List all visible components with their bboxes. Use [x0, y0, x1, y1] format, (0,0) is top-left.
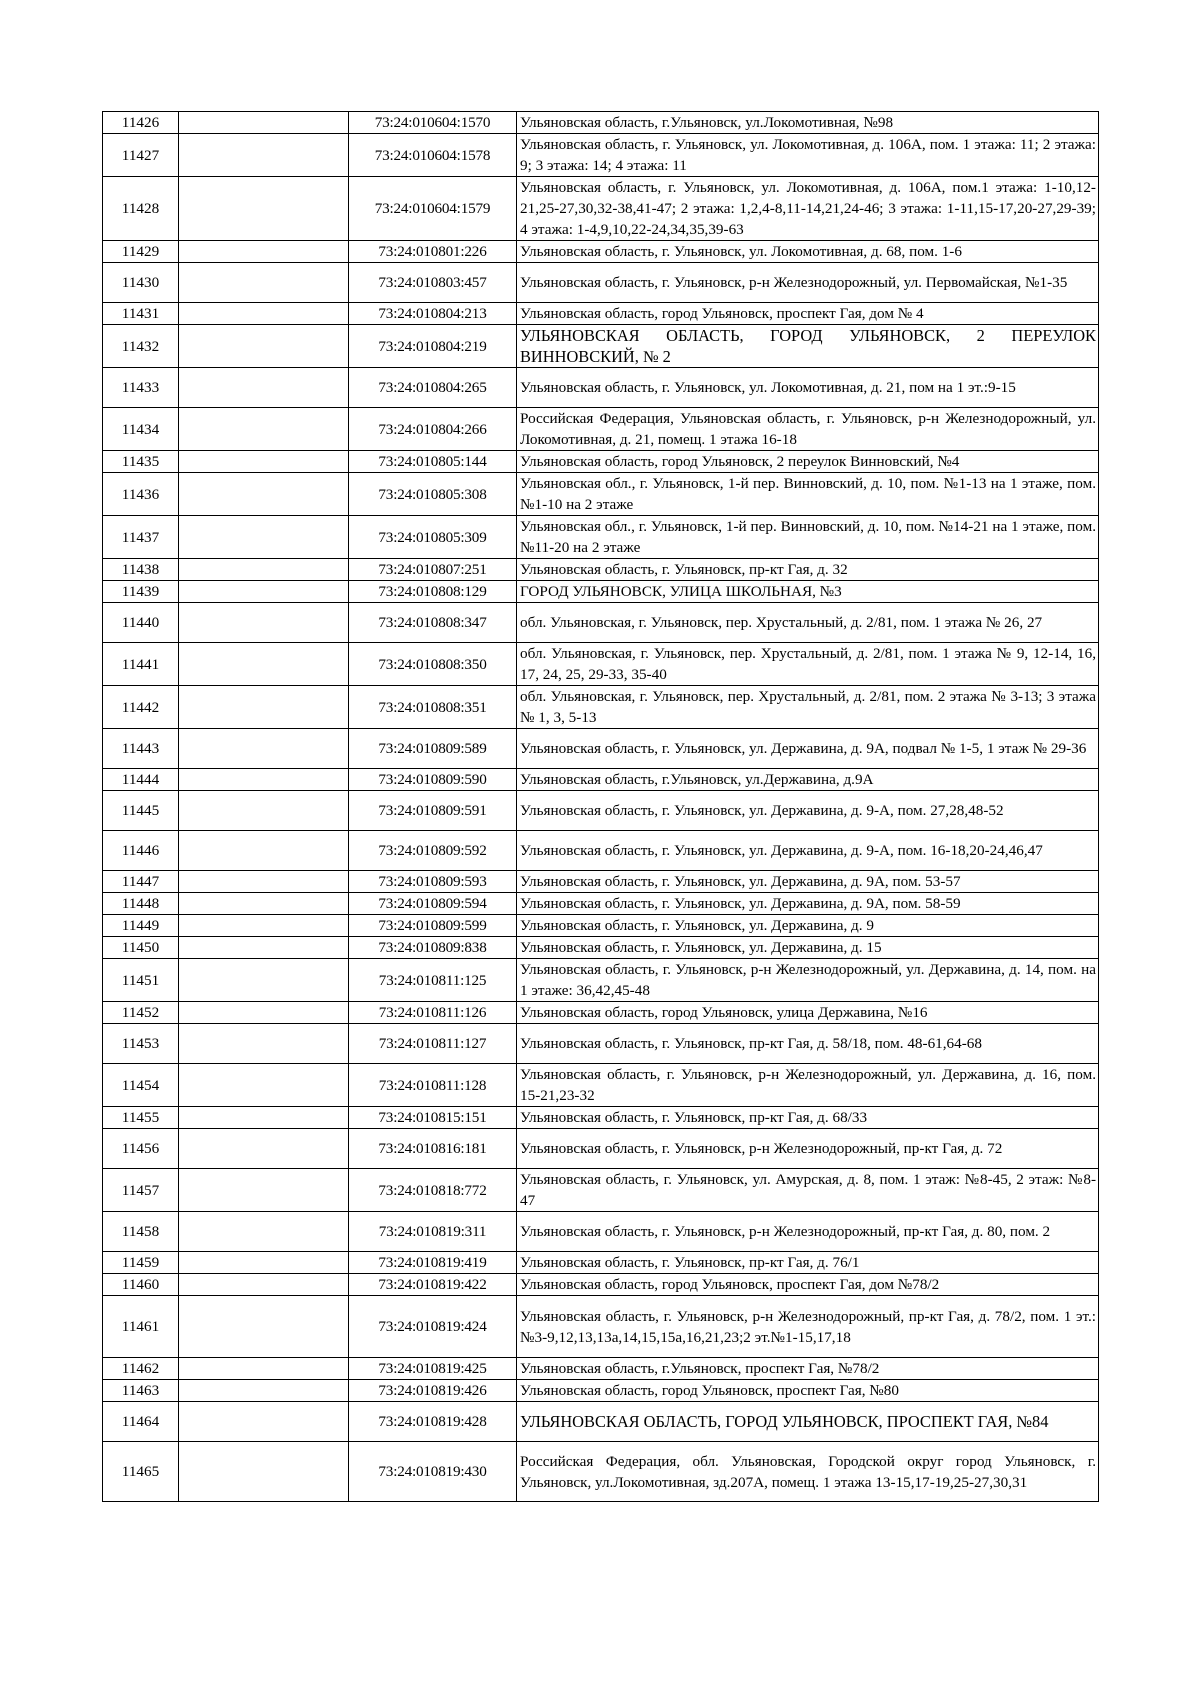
address: Ульяновская область, г. Ульяновск, ул. Локомотивная, д. 106А, пом. 1 этажа: 11; 2 этажа: 9; 3 этажа: 14; 4 этажа: 11 [517, 134, 1099, 177]
row-number: 11432 [103, 325, 179, 368]
row-number: 11433 [103, 368, 179, 408]
empty-cell [179, 473, 349, 516]
table-row [103, 1252, 1099, 1274]
table-row [103, 937, 1099, 959]
table-row [103, 1380, 1099, 1402]
address: Ульяновская область, г. Ульяновск, ул. Державина, д. 9-А, пом. 16-18,20-24,46,47 [517, 831, 1099, 871]
empty-cell [179, 1442, 349, 1502]
cadastral-number: 73:24:010819:430 [349, 1442, 517, 1502]
table-row [103, 1107, 1099, 1129]
address: Ульяновская область, г. Ульяновск, ул. Державина, д. 9А, пом. 53-57 [517, 871, 1099, 893]
table-row [103, 915, 1099, 937]
empty-cell [179, 871, 349, 893]
cadastral-number: 73:24:010805:308 [349, 473, 517, 516]
row-number: 11462 [103, 1358, 179, 1380]
address: Ульяновская область, г.Ульяновск, ул.Державина, д.9А [517, 769, 1099, 791]
row-number: 11451 [103, 959, 179, 1002]
empty-cell [179, 516, 349, 559]
cadastral-number: 73:24:010604:1570 [349, 112, 517, 134]
row-number: 11447 [103, 871, 179, 893]
empty-cell [179, 325, 349, 368]
table-row [103, 408, 1099, 451]
empty-cell [179, 1358, 349, 1380]
cadastral-number: 73:24:010809:838 [349, 937, 517, 959]
address: Ульяновская область, г.Ульяновск, ул.Локомотивная, №98 [517, 112, 1099, 134]
address: Ульяновская область, город Ульяновск, 2 переулок Винновский, №4 [517, 451, 1099, 473]
empty-cell [179, 241, 349, 263]
table-row [103, 1024, 1099, 1064]
empty-cell [179, 263, 349, 303]
document-page [102, 111, 1098, 1502]
address: Ульяновская область, г. Ульяновск, пр-кт Гая, д. 32 [517, 559, 1099, 581]
row-number: 11446 [103, 831, 179, 871]
table-row [103, 603, 1099, 643]
table-row [103, 1358, 1099, 1380]
cadastral-number: 73:24:010808:351 [349, 686, 517, 729]
cadastral-number: 73:24:010809:589 [349, 729, 517, 769]
address: Ульяновская область, г. Ульяновск, пр-кт Гая, д. 58/18, пом. 48-61,64-68 [517, 1024, 1099, 1064]
empty-cell [179, 1024, 349, 1064]
cadastral-number: 73:24:010819:426 [349, 1380, 517, 1402]
row-number: 11426 [103, 112, 179, 134]
cadastral-number: 73:24:010819:424 [349, 1296, 517, 1358]
table-row [103, 1064, 1099, 1107]
table-row [103, 1169, 1099, 1212]
cadastral-number: 73:24:010815:151 [349, 1107, 517, 1129]
empty-cell [179, 1252, 349, 1274]
cadastral-number: 73:24:010819:428 [349, 1402, 517, 1442]
row-number: 11450 [103, 937, 179, 959]
table-row [103, 473, 1099, 516]
row-number: 11456 [103, 1129, 179, 1169]
row-number: 11436 [103, 473, 179, 516]
address: Ульяновская область, г. Ульяновск, ул. Державина, д. 9 [517, 915, 1099, 937]
cadastral-number: 73:24:010811:128 [349, 1064, 517, 1107]
table-row [103, 831, 1099, 871]
table-row [103, 686, 1099, 729]
cadastral-number: 73:24:010604:1579 [349, 177, 517, 241]
table-row [103, 1212, 1099, 1252]
empty-cell [179, 581, 349, 603]
address: Ульяновская область, город Ульяновск, проспект Гая, дом № 4 [517, 303, 1099, 325]
address: Ульяновская область, г. Ульяновск, ул. Державина, д. 15 [517, 937, 1099, 959]
table-row [103, 112, 1099, 134]
address: Ульяновская область, г. Ульяновск, ул. Амурская, д. 8, пом. 1 этаж: №8-45, 2 этаж: №8-47 [517, 1169, 1099, 1212]
table-row [103, 451, 1099, 473]
empty-cell [179, 177, 349, 241]
table-row [103, 559, 1099, 581]
cadastral-number: 73:24:010809:591 [349, 791, 517, 831]
cadastral-number: 73:24:010818:772 [349, 1169, 517, 1212]
address: Ульяновская область, город Ульяновск, улица Державина, №16 [517, 1002, 1099, 1024]
cadastral-number: 73:24:010804:219 [349, 325, 517, 368]
table-row [103, 791, 1099, 831]
row-number: 11429 [103, 241, 179, 263]
row-number: 11445 [103, 791, 179, 831]
address: Ульяновская область, г. Ульяновск, пр-кт Гая, д. 68/33 [517, 1107, 1099, 1129]
cadastral-number: 73:24:010819:422 [349, 1274, 517, 1296]
empty-cell [179, 408, 349, 451]
cadastral-number: 73:24:010804:213 [349, 303, 517, 325]
cadastral-number: 73:24:010809:590 [349, 769, 517, 791]
empty-cell [179, 831, 349, 871]
empty-cell [179, 915, 349, 937]
row-number: 11444 [103, 769, 179, 791]
empty-cell [179, 686, 349, 729]
table-row [103, 1442, 1099, 1502]
table-row [103, 368, 1099, 408]
row-number: 11463 [103, 1380, 179, 1402]
table-row [103, 241, 1099, 263]
cadastral-number: 73:24:010819:419 [349, 1252, 517, 1274]
table-row [103, 893, 1099, 915]
empty-cell [179, 1402, 349, 1442]
empty-cell [179, 303, 349, 325]
address: Российская Федерация, Ульяновская область, г. Ульяновск, р-н Железнодорожный, ул. Локомотивная, д. 21, помещ. 1 этажа 16-18 [517, 408, 1099, 451]
empty-cell [179, 1380, 349, 1402]
row-number: 11440 [103, 603, 179, 643]
address: обл. Ульяновская, г. Ульяновск, пер. Хрустальный, д. 2/81, пом. 1 этажа № 9, 12-14, 16, 17, 24, 25, 29-33, 35-40 [517, 643, 1099, 686]
empty-cell [179, 1107, 349, 1129]
table-row [103, 1002, 1099, 1024]
address: Ульяновская область, г. Ульяновск, р-н Железнодорожный, пр-кт Гая, д. 78/2, пом. 1 эт.:№3-9,12,13,13а,14,15,15а,16,21,23;2 эт.№1-15,17,18 [517, 1296, 1099, 1358]
cadastral-number: 73:24:010808:350 [349, 643, 517, 686]
empty-cell [179, 1274, 349, 1296]
row-number: 11437 [103, 516, 179, 559]
cadastral-number: 73:24:010811:125 [349, 959, 517, 1002]
row-number: 11459 [103, 1252, 179, 1274]
cadastral-number: 73:24:010811:126 [349, 1002, 517, 1024]
table-row [103, 769, 1099, 791]
row-number: 11457 [103, 1169, 179, 1212]
cadastral-number: 73:24:010811:127 [349, 1024, 517, 1064]
empty-cell [179, 643, 349, 686]
empty-cell [179, 1169, 349, 1212]
empty-cell [179, 937, 349, 959]
row-number: 11448 [103, 893, 179, 915]
empty-cell [179, 451, 349, 473]
address: Ульяновская область, г. Ульяновск, пр-кт Гая, д. 76/1 [517, 1252, 1099, 1274]
registry-table [102, 111, 1099, 1502]
empty-cell [179, 791, 349, 831]
table-row [103, 729, 1099, 769]
empty-cell [179, 729, 349, 769]
row-number: 11461 [103, 1296, 179, 1358]
address: обл. Ульяновская, г. Ульяновск, пер. Хрустальный, д. 2/81, пом. 1 этажа № 26, 27 [517, 603, 1099, 643]
cadastral-number: 73:24:010816:181 [349, 1129, 517, 1169]
cadastral-number: 73:24:010809:599 [349, 915, 517, 937]
cadastral-number: 73:24:010808:129 [349, 581, 517, 603]
empty-cell [179, 1064, 349, 1107]
row-number: 11453 [103, 1024, 179, 1064]
address: Ульяновская область, г.Ульяновск, проспект Гая, №78/2 [517, 1358, 1099, 1380]
cadastral-number: 73:24:010809:593 [349, 871, 517, 893]
cadastral-number: 73:24:010809:594 [349, 893, 517, 915]
address: Ульяновская область, г. Ульяновск, р-н Железнодорожный, пр-кт Гая, д. 80, пом. 2 [517, 1212, 1099, 1252]
table-row [103, 1274, 1099, 1296]
address: УЛЬЯНОВСКАЯ ОБЛАСТЬ, ГОРОД УЛЬЯНОВСК, 2 ПЕРЕУЛОК ВИННОВСКИЙ, № 2 [517, 325, 1099, 368]
row-number: 11464 [103, 1402, 179, 1442]
cadastral-number: 73:24:010805:144 [349, 451, 517, 473]
row-number: 11441 [103, 643, 179, 686]
cadastral-number: 73:24:010819:311 [349, 1212, 517, 1252]
address: Ульяновская область, г. Ульяновск, ул. Державина, д. 9А, подвал № 1-5, 1 этаж № 29-36 [517, 729, 1099, 769]
cadastral-number: 73:24:010804:266 [349, 408, 517, 451]
row-number: 11465 [103, 1442, 179, 1502]
row-number: 11455 [103, 1107, 179, 1129]
empty-cell [179, 893, 349, 915]
address: Ульяновская область, г. Ульяновск, р-н Железнодорожный, ул. Первомайская, №1-35 [517, 263, 1099, 303]
address: обл. Ульяновская, г. Ульяновск, пер. Хрустальный, д. 2/81, пом. 2 этажа № 3-13; 3 этажа № 1, 3, 5-13 [517, 686, 1099, 729]
cadastral-number: 73:24:010805:309 [349, 516, 517, 559]
address: УЛЬЯНОВСКАЯ ОБЛАСТЬ, ГОРОД УЛЬЯНОВСК, ПРОСПЕКТ ГАЯ, №84 [517, 1402, 1099, 1442]
table-row [103, 959, 1099, 1002]
table-row [103, 303, 1099, 325]
cadastral-number: 73:24:010809:592 [349, 831, 517, 871]
row-number: 11454 [103, 1064, 179, 1107]
row-number: 11460 [103, 1274, 179, 1296]
cadastral-number: 73:24:010807:251 [349, 559, 517, 581]
table-row [103, 643, 1099, 686]
table-row [103, 581, 1099, 603]
row-number: 11431 [103, 303, 179, 325]
empty-cell [179, 112, 349, 134]
row-number: 11443 [103, 729, 179, 769]
table-row [103, 263, 1099, 303]
empty-cell [179, 1296, 349, 1358]
row-number: 11434 [103, 408, 179, 451]
address: Ульяновская область, г. Ульяновск, р-н Железнодорожный, ул. Державина, д. 14, пом. на 1 этаже: 36,42,45-48 [517, 959, 1099, 1002]
empty-cell [179, 1002, 349, 1024]
address: Ульяновская область, г. Ульяновск, ул. Локомотивная, д. 68, пом. 1-6 [517, 241, 1099, 263]
table-row [103, 325, 1099, 368]
table-row [103, 1402, 1099, 1442]
address: Ульяновская область, город Ульяновск, проспект Гая, №80 [517, 1380, 1099, 1402]
row-number: 11439 [103, 581, 179, 603]
table-row [103, 871, 1099, 893]
cadastral-number: 73:24:010808:347 [349, 603, 517, 643]
empty-cell [179, 368, 349, 408]
cadastral-number: 73:24:010819:425 [349, 1358, 517, 1380]
table-row [103, 1129, 1099, 1169]
cadastral-number: 73:24:010801:226 [349, 241, 517, 263]
row-number: 11427 [103, 134, 179, 177]
cadastral-number: 73:24:010604:1578 [349, 134, 517, 177]
row-number: 11452 [103, 1002, 179, 1024]
address: ГОРОД УЛЬЯНОВСК, УЛИЦА ШКОЛЬНАЯ, №3 [517, 581, 1099, 603]
table-row [103, 177, 1099, 241]
table-row [103, 1296, 1099, 1358]
empty-cell [179, 1212, 349, 1252]
empty-cell [179, 1129, 349, 1169]
address: Ульяновская область, город Ульяновск, проспект Гая, дом №78/2 [517, 1274, 1099, 1296]
empty-cell [179, 559, 349, 581]
empty-cell [179, 603, 349, 643]
address: Ульяновская область, г. Ульяновск, р-н Железнодорожный, пр-кт Гая, д. 72 [517, 1129, 1099, 1169]
table-row [103, 134, 1099, 177]
row-number: 11449 [103, 915, 179, 937]
cadastral-number: 73:24:010803:457 [349, 263, 517, 303]
address: Ульяновская область, г. Ульяновск, р-н Железнодорожный, ул. Державина, д. 16, пом. 15-21,23-32 [517, 1064, 1099, 1107]
row-number: 11458 [103, 1212, 179, 1252]
address: Ульяновская область, г. Ульяновск, ул. Державина, д. 9А, пом. 58-59 [517, 893, 1099, 915]
empty-cell [179, 134, 349, 177]
row-number: 11442 [103, 686, 179, 729]
address: Ульяновская область, г. Ульяновск, ул. Державина, д. 9-А, пом. 27,28,48-52 [517, 791, 1099, 831]
address: Российская Федерация, обл. Ульяновская, Городской округ город Ульяновск, г. Ульяновск, ул.Локомотивная, зд.207А, помещ. 1 этажа 13-15,17-19,25-27,30,31 [517, 1442, 1099, 1502]
empty-cell [179, 959, 349, 1002]
row-number: 11428 [103, 177, 179, 241]
address: Ульяновская обл., г. Ульяновск, 1-й пер. Винновский, д. 10, пом. №14-21 на 1 этаже, пом. №11-20 на 2 этаже [517, 516, 1099, 559]
address: Ульяновская область, г. Ульяновск, ул. Локомотивная, д. 106А, пом.1 этажа: 1-10,12-21,25-27,30,32-38,41-47; 2 этажа: 1,2,4-8,11-14,21,24-46; 3 этажа: 1-11,15-17,20-27,29-39; 4 этажа: 1-4,9,10,22-24,34,35,39-63 [517, 177, 1099, 241]
row-number: 11438 [103, 559, 179, 581]
cadastral-number: 73:24:010804:265 [349, 368, 517, 408]
row-number: 11435 [103, 451, 179, 473]
registry-table-body [103, 112, 1099, 1502]
address: Ульяновская обл., г. Ульяновск, 1-й пер. Винновский, д. 10, пом. №1-13 на 1 этаже, пом. №1-10 на 2 этаже [517, 473, 1099, 516]
empty-cell [179, 769, 349, 791]
row-number: 11430 [103, 263, 179, 303]
address: Ульяновская область, г. Ульяновск, ул. Локомотивная, д. 21, пом на 1 эт.:9-15 [517, 368, 1099, 408]
table-row [103, 516, 1099, 559]
